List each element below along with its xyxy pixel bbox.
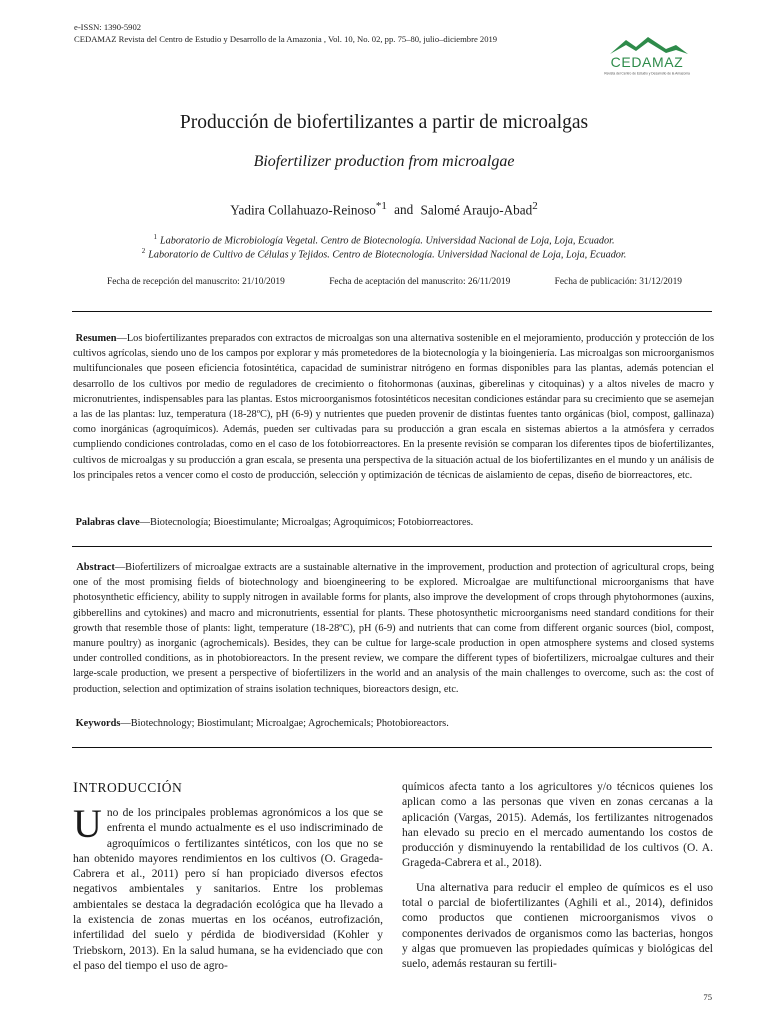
- page-number: 75: [703, 992, 712, 1002]
- cedamaz-logo: [592, 34, 702, 76]
- divider-middle: [72, 546, 712, 547]
- title-spanish: Producción de biofertilizantes a partir de microalgas: [179, 112, 589, 133]
- mountain-logo-icon: [592, 34, 702, 76]
- keywords-text: —Biotechnology; Biostimulant; Microalgae; Agrochemicals; Photobioreactors.: [120, 718, 449, 729]
- divider-bottom: [72, 747, 712, 748]
- affiliation-1-text: Laboratorio de Microbiología Vegetal. Centro de Biotecnología. Universidad Nacional de Loja, Loja, Ecuador.: [159, 235, 615, 247]
- published-date: Fecha de publicación: 31/12/2019: [554, 277, 682, 287]
- issn-line: e-ISSN: 1390-5902: [74, 22, 142, 32]
- received-date: Fecha de recepción del manuscrito: 21/10/2019: [107, 277, 285, 287]
- manuscript-dates: [107, 277, 682, 287]
- affiliation-2-text: Laboratorio de Cultivo de Células y Tejidos. Centro de Biotecnología. Universidad Nacional de Loja, Loja, Ecuador.: [148, 249, 627, 261]
- logo-tagline: Revista del Centro de Estudio y Desarrollo de la Amazonia: [604, 71, 690, 76]
- author-1-marker: *1: [375, 200, 387, 212]
- affiliation-1-number: 1: [153, 233, 157, 241]
- palabras-clave-text: —Biotecnología; Bioestimulante; Microalgas; Agroquímicos; Fotobiorreactores.: [139, 517, 474, 528]
- right-paragraph-1: químicos afecta tanto a los agricultores y/o técnicos quienes los aplican como a las personas que viven en zonas cercanas a la aplicación (Vargas, 2015). Además, los fertilizantes nitrogenados han elevado su precio en el mercado aumentando los costos de producción y disminuyendo la rentabilidad de los cultivos (O. A. Grageda-Cabrera et al., 2018).: [402, 781, 713, 870]
- journal-line: CEDAMAZ Revista del Centro de Estudio y Desarrollo de la Amazonia , Vol. 10, No. 02, pp. 75–80, julio–diciembre 2019: [74, 34, 498, 44]
- divider-top: [72, 311, 712, 312]
- palabras-clave-label: Palabras clave: [75, 517, 140, 528]
- author-2: Salomé Araujo-Abad: [420, 202, 533, 218]
- left-column: [73, 801, 383, 974]
- author-1: Yadira Collahuazo-Reinoso: [230, 202, 376, 218]
- heading-rest: NTRODUCCIÓN: [78, 780, 183, 795]
- keywords-label: Keywords: [75, 718, 121, 729]
- resumen-text: —Los biofertilizantes preparados con extractos de microalgas son una alternativa sostenible en el mejoramiento, producción y protección de los cultivos agrícolas, siendo uno de los campos por explorar y más prometedores de la biotecnología y la bioingeniería. Las microalgas son microorganismos multifuncionales que poseen eficiencia fotosintética, capacidad de suministrar nitrógeno en formas disponibles para las plantas, además potencian el desarrollo de los cultivos por medio de reguladores de crecimiento o fitohormonas (auxinas, giberelinas y citoquinas) y a altos niveles de macro y micronutrientes, indispensables para las plantas. Estos microorganismos fotosintéticos necesitan condiciones estándar para su crecimiento que se asemejan a las de las plantas: luz, temperatura (18-28ºC), pH (6-9) y nutrientes que pueden provenir de distintas fuentes tanto orgánicas (biol, compost, gallinaza) como inorgánicas (agroquímicos). Además, pueden ser cultivadas para su producción a gran escala en sistemas abiertos a la atmósfera y cerrados cumpliendo condiciones controladas, como en el caso de los fotobiorreactores. En la presente revisión se comparan los diferentes tipos de biofertilizantes, cultivos de microalgas y su producción a gran escala, se presenta una perspectiva de la situación actual de los biofertilizantes en el mundo y un análisis de los principales retos a vencer como el costo de producción, selección y optimización de técnicas de aislamiento de cepas, diseño de biorreactores, etc.: [73, 333, 714, 481]
- right-paragraph-2: Una alternativa para reducir el empleo de químicos es el uso total o parcial de biofertilizantes (Aghili et al., 2014), definidos como productos que contienen microorganismos vivos o componentes derivados de organismos como las bacterias, hongos y algas que promueven las propiedades químicas y biológicas del suelo, además restauran su fertili-: [402, 881, 713, 971]
- resumen-block: [73, 331, 714, 483]
- heading-initial: I: [73, 780, 79, 796]
- affiliation-2: [0, 247, 768, 260]
- title-english: Biofertilizer production from microalgae: [253, 153, 515, 170]
- abstract-label: Abstract: [76, 562, 115, 573]
- right-column: [402, 780, 713, 973]
- keywords-block: [73, 716, 714, 731]
- palabras-clave-block: [73, 515, 714, 530]
- left-column-text: no de los principales problemas agronómicos a los que se enfrenta el mundo actualmente es el uso indiscriminado de agroquímicos o fertilizantes sintéticos, con los que no se han obtenido mayores rendimientos en los cultivos (O. Grageda-Cabrera et al., 2011) pero sí han propiciado diversos efectos negativos ambientales y sanitarios. Entre los problemas ambientales se destaca la degradación ecológica que ha llevado a la existencia de zonas muertas en los océanos, eutrofización, infertilidad del suelo y pérdida de biodiversidad (Kohler y Triebskorn, 2013). En la salud humana, se ha evidenciado que con el paso del tiempo el uso de agro-: [73, 807, 383, 972]
- author-2-marker: 2: [532, 200, 538, 212]
- affiliation-1: [0, 233, 768, 246]
- abstract-block: [73, 560, 714, 697]
- drop-cap: U: [73, 801, 102, 846]
- affiliation-2-number: 2: [141, 247, 146, 255]
- author-conjunction: and: [394, 202, 414, 218]
- author-line: [0, 200, 768, 218]
- resumen-label: Resumen: [75, 333, 117, 344]
- abstract-text: —Biofertilizers of microalgae extracts are a sustainable alternative in the improvement, production and protection of agricultural crops, being one of the most promising fields of biotechnology and bioengineering to be explored. Microalgae are multifunctional microorganisms that have photosynthetic efficiency, ability to supply nitrogen in available forms for plants, also improve the development of crops through phytohormones (auxins, gibberellins and cytokines) and macro and micronutrients, essential for plants. These photosynthetic microorganisms need standard conditions for their growth that resemble those of plants: light, temperature (18-28ºC), pH (6-9) and nutrients that can come from different organic sources (biol, compost, manure poultry) as inorganic (agrochemicals). Besides, they can be cultue for large-scale production in open atmosphere systems and closed systems under controlled conditions, as in photobioreactors. In the present review, we compare the different types of biofertilizers, microalgae cultures and their large-scale production, we present a perspective of biofertilizers in the world and an analysis of the main challenges to overcome, such as: the cost of production, selection and optimization of strains isolation techniques, bioreactors design, etc.: [73, 562, 715, 695]
- section-heading-introduccion: [73, 780, 182, 797]
- logo-wordmark: CEDAMAZ: [610, 54, 684, 70]
- accepted-date: Fecha de aceptación del manuscrito: 26/11/2019: [329, 277, 511, 287]
